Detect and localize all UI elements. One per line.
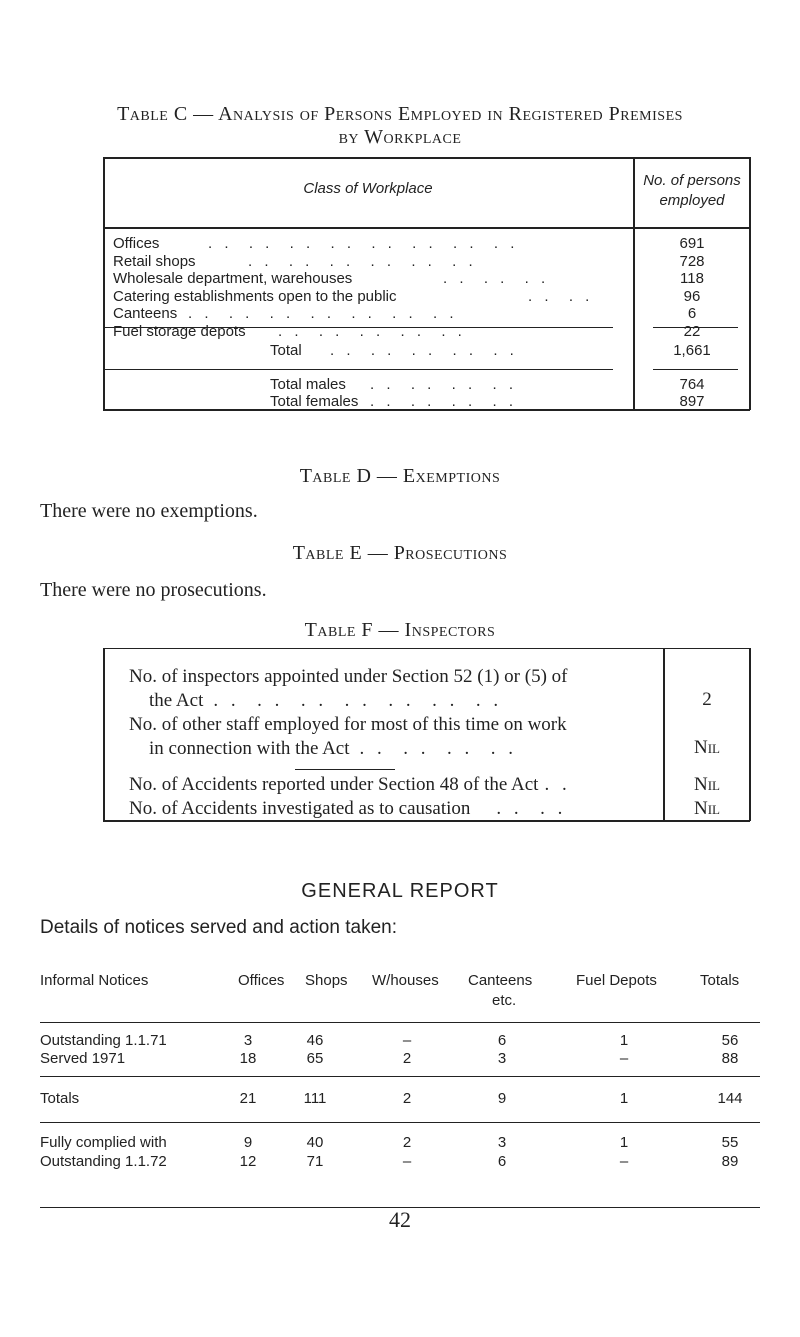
header-canteens-sub: etc. <box>492 992 517 1009</box>
cell-canteens: 6 <box>497 1032 507 1049</box>
header-totals: Totals <box>700 972 740 989</box>
header-fuel-depots: Fuel Depots <box>576 972 657 989</box>
table-c-sex-rule-right <box>653 369 738 370</box>
leader-dots: . . . . . . . . . . <box>330 342 518 359</box>
total-value: 1,661 <box>673 342 711 359</box>
table-c-right-rule <box>749 157 751 410</box>
notices-rule-2 <box>40 1076 760 1077</box>
table-f-top-rule <box>103 648 750 649</box>
page-number: 42 <box>389 1207 411 1232</box>
table-row: Outstanding 1.1.72 <box>40 1153 167 1170</box>
cell-shops: 65 <box>306 1050 324 1067</box>
table-e-title: Table E — Prosecutions <box>292 542 508 564</box>
notices-header-rule <box>40 1022 760 1023</box>
table-c-sex-rule <box>103 369 613 370</box>
table-f-values-3-4 <box>665 773 749 821</box>
cell-fuel-depots: – <box>619 1153 629 1170</box>
sex-values <box>635 376 749 410</box>
table-row: Served 1971 <box>40 1050 126 1067</box>
leader-dots: . . . . . . . . . . . . . . . . <box>370 376 518 410</box>
cell-fuel-depots: 1 <box>619 1090 629 1107</box>
table-c-top-rule <box>103 157 750 159</box>
table-f-row-3-label: No. of Accidents reported under Section 48 of the Act <box>129 774 539 795</box>
cell-totals: 56 <box>721 1032 739 1049</box>
cell-totals: 144 <box>717 1090 743 1107</box>
cell-totals: 88 <box>721 1050 739 1067</box>
row-value: 118 <box>680 270 704 287</box>
table-f-rows-3-4: No. of Accidents reported under Section 48 of the Act . . No. of Accidents investigated as to causation . . . . <box>129 774 571 819</box>
table-c-title-line2: by Workplace <box>338 126 462 148</box>
table-f-row-1: No. of inspectors appointed under Section 52 (1) or (5) of the Act . . . . . . . . . . . . . . <box>129 666 568 711</box>
row-label: Offices <box>113 235 160 252</box>
females-value: 897 <box>679 393 705 410</box>
cell-totals: 55 <box>721 1134 739 1151</box>
header-offices: Offices <box>238 972 285 989</box>
row-value: 96 <box>683 287 701 305</box>
cell-fuel-depots: 1 <box>619 1134 629 1151</box>
table-f-row-2: No. of other staff employed for most of this time on work in connection with the Act . . . . . . . . <box>129 714 567 759</box>
table-d-text: There were no exemptions. <box>40 500 258 522</box>
cell-offices: 12 <box>239 1153 257 1170</box>
leader-dots: . . . . . . . . . . . . . . . . . . . . . . . . . . . . . . . . . . . . . . . . . . . . . . . . . . . . . . . . . . . . . . <box>188 235 594 340</box>
notices-rule-3 <box>40 1122 760 1123</box>
sex-labels <box>270 376 358 410</box>
row-value: 22 <box>683 322 701 340</box>
row-value: 6 <box>687 305 697 322</box>
header-warehouses: W/houses <box>372 972 439 989</box>
table-f-row-1-value: 2 <box>702 689 712 710</box>
cell-offices: 21 <box>239 1090 257 1107</box>
header-shops: Shops <box>305 972 348 989</box>
cell-warehouses: 2 <box>402 1134 412 1151</box>
cell-shops: 40 <box>306 1134 324 1151</box>
table-f-row-3-value: Nil <box>694 774 720 795</box>
cell-offices: 9 <box>243 1134 253 1151</box>
cell-warehouses: 2 <box>402 1090 412 1107</box>
males-label: Total males <box>270 376 346 393</box>
row-label: Catering establishments open to the public <box>113 287 397 305</box>
header-persons-employed: No. of persons employed <box>643 172 741 209</box>
row-label: Retail shops <box>113 252 196 270</box>
row-value: 728 <box>679 252 705 270</box>
table-f-row-4-label: No. of Accidents investigated as to causation <box>129 798 471 819</box>
header-canteens: Canteens <box>468 972 533 989</box>
cell-canteens: 9 <box>497 1090 507 1107</box>
table-c-header-rule <box>103 227 750 229</box>
header-class-of-workplace: Class of Workplace <box>303 180 433 197</box>
cell-shops: 46 <box>306 1032 324 1049</box>
males-value: 764 <box>679 376 705 393</box>
table-row: Totals <box>40 1090 80 1107</box>
table-c-title <box>40 103 760 149</box>
females-label: Total females <box>270 393 359 410</box>
table-e-text: There were no prosecutions. <box>40 579 267 601</box>
row-label: Fuel storage depots <box>113 322 246 340</box>
table-d-title: Table D — Exemptions <box>299 465 501 487</box>
table-row: Outstanding 1.1.71 <box>40 1032 167 1049</box>
cell-canteens: 3 <box>497 1134 507 1151</box>
cell-canteens: 3 <box>497 1050 507 1067</box>
general-report-title: GENERAL REPORT <box>301 880 499 902</box>
table-f-row-4-value: Nil <box>694 798 720 819</box>
table-f-left-rule <box>103 648 105 821</box>
cell-totals: 89 <box>721 1153 739 1170</box>
row-label: Wholesale department, warehouses <box>113 270 353 287</box>
cell-canteens: 6 <box>497 1153 507 1170</box>
general-report-subtitle: Details of notices served and action taken: <box>40 917 397 938</box>
table-f-title: Table F — Inspectors <box>304 619 496 641</box>
header-informal-notices: Informal Notices <box>40 972 149 989</box>
table-c-values <box>635 235 749 340</box>
cell-fuel-depots: – <box>619 1050 629 1067</box>
total-label: Total <box>270 342 302 359</box>
row-label: Canteens <box>113 305 178 322</box>
cell-shops: 111 <box>303 1090 327 1107</box>
cell-warehouses: – <box>402 1153 412 1170</box>
cell-warehouses: – <box>402 1032 412 1049</box>
table-f-right-rule <box>749 648 751 821</box>
cell-warehouses: 2 <box>402 1050 412 1067</box>
table-f-row-2-value: Nil <box>694 737 720 758</box>
cell-offices: 18 <box>239 1050 257 1067</box>
cell-offices: 3 <box>243 1032 253 1049</box>
row-value: 691 <box>679 235 705 252</box>
table-c-title-line1: Table C — Analysis of Persons Employed in Registered Premises <box>117 103 683 125</box>
cell-shops: 71 <box>306 1153 324 1170</box>
cell-fuel-depots: 1 <box>619 1032 629 1049</box>
table-f-short-rule <box>295 769 395 770</box>
table-row: Fully complied with <box>40 1134 167 1151</box>
